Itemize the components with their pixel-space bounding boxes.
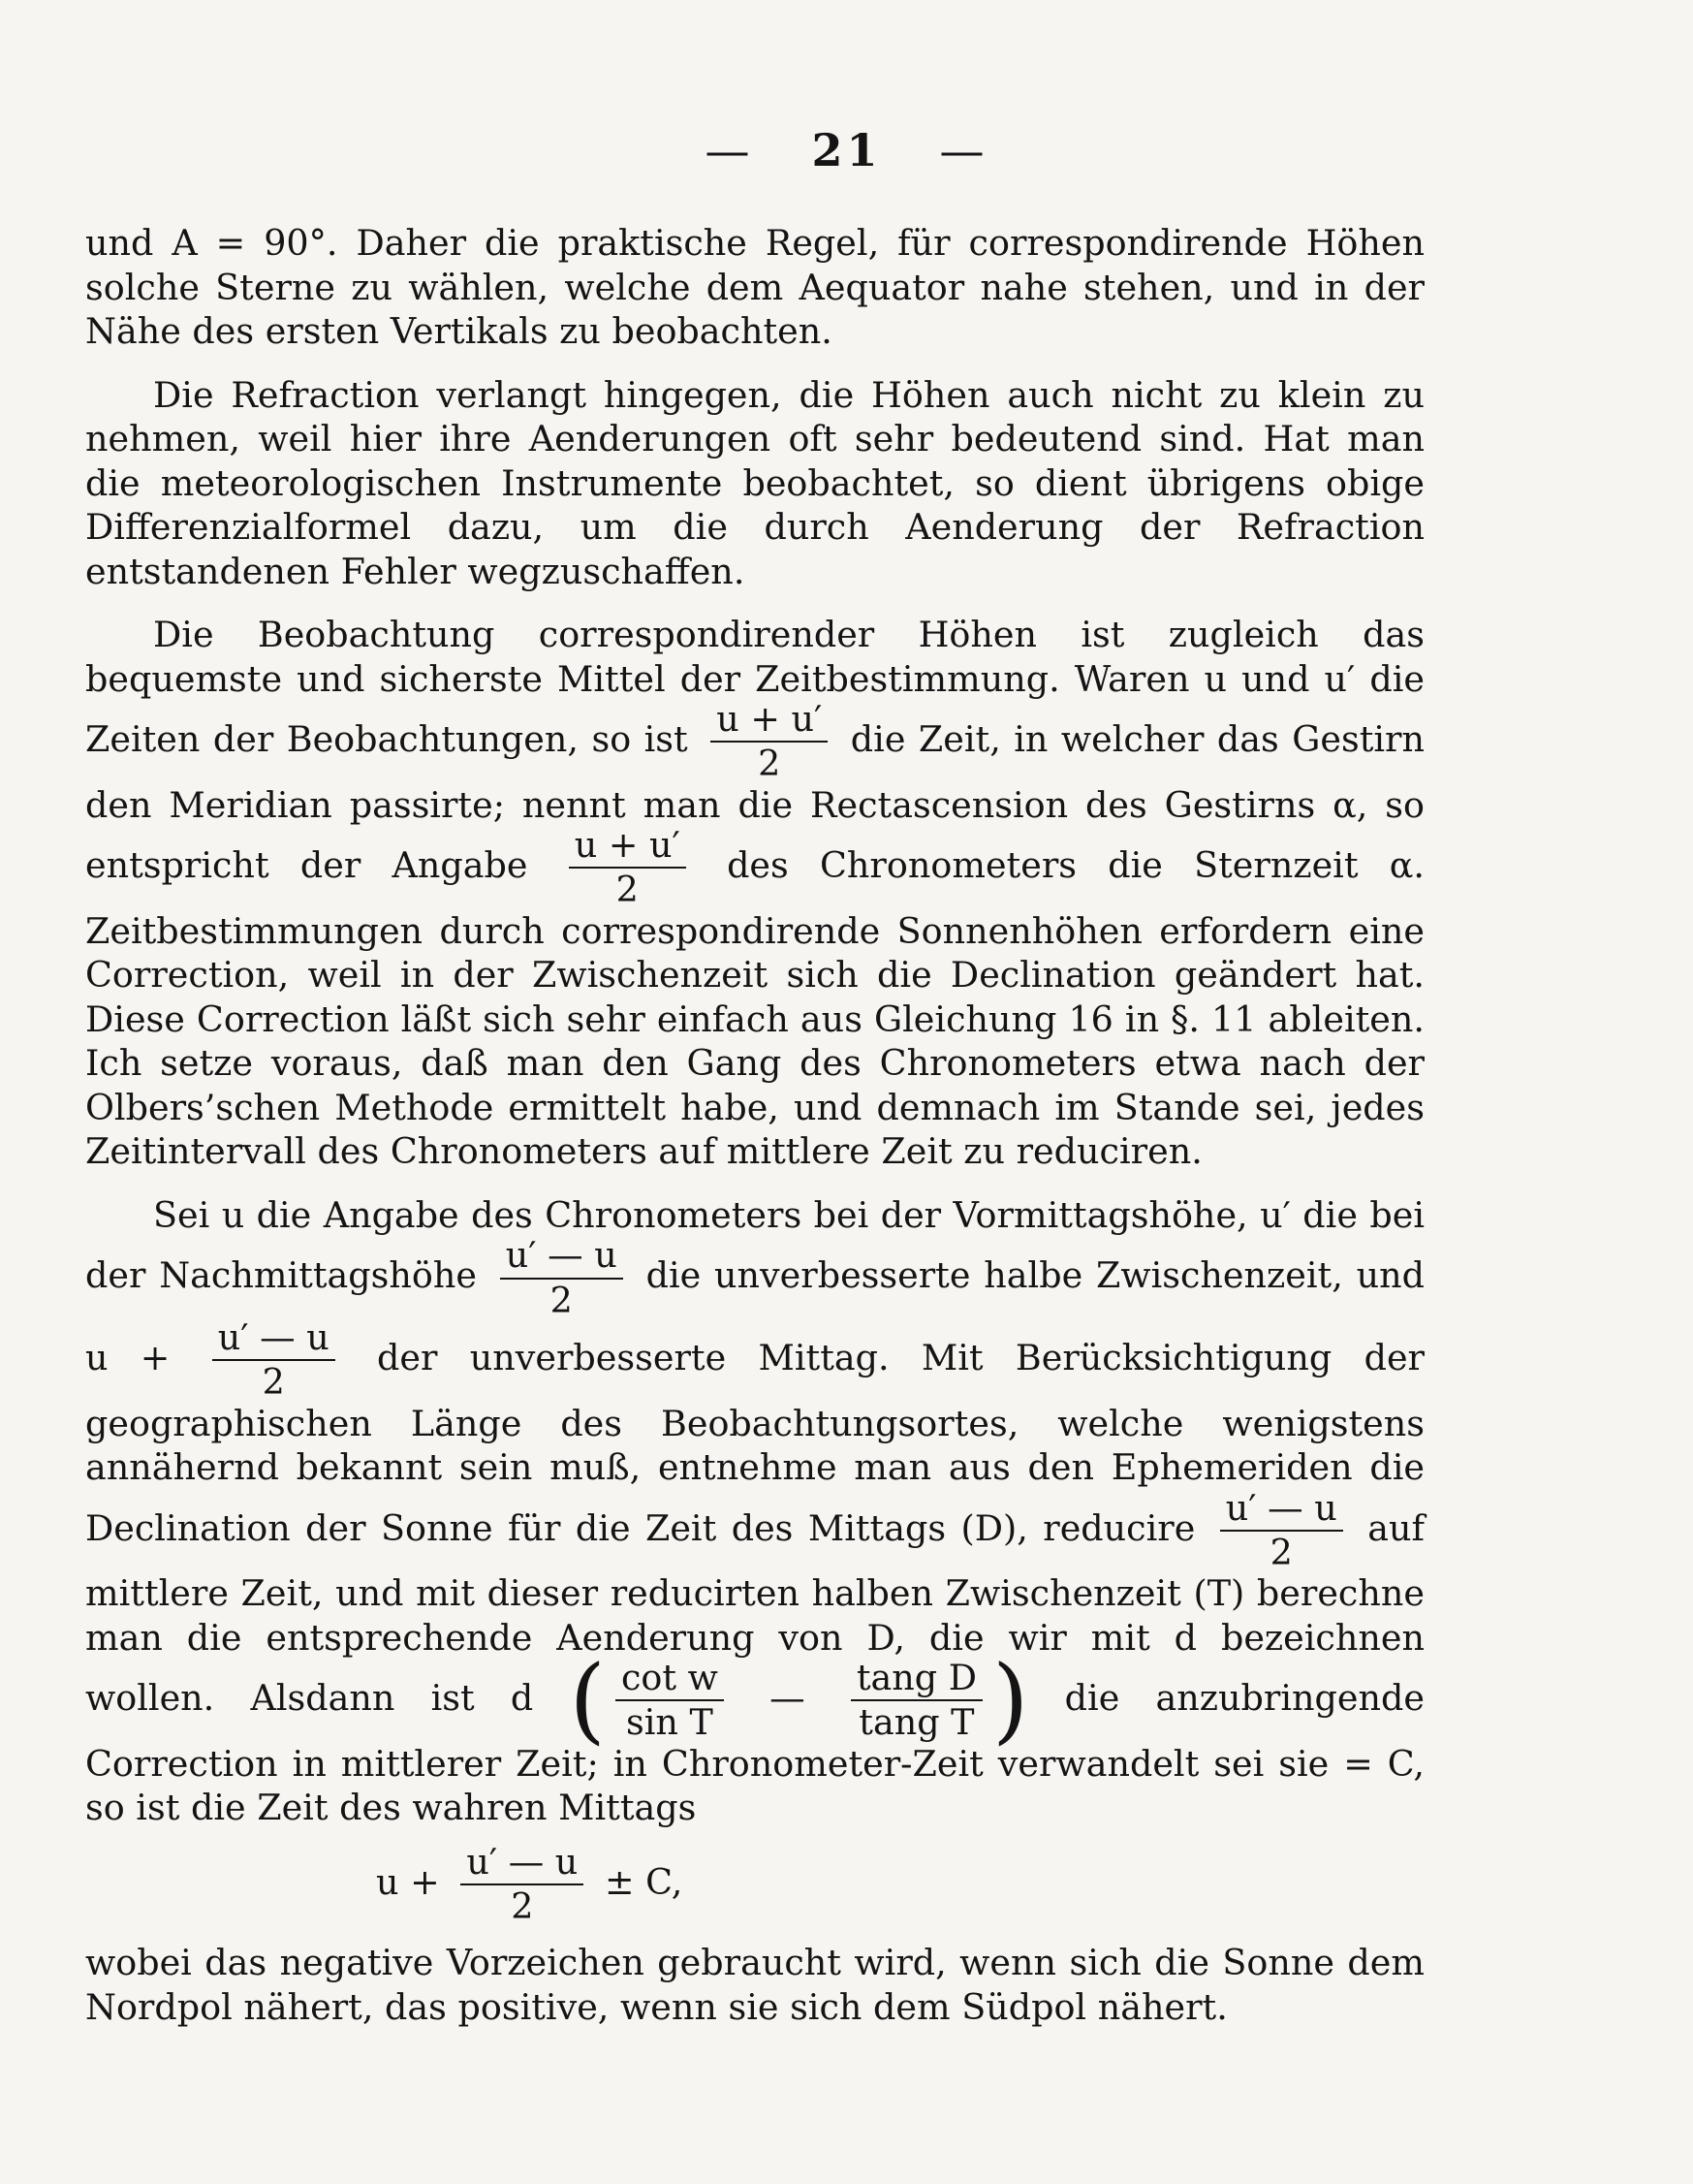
page-header <box>0 124 1693 176</box>
header-dash-left: — <box>705 124 754 176</box>
paragraph-2-text: Die Refraction verlangt hingegen, die Höhen auch nicht zu klein zu nehmen, weil hier ihre Aenderungen oft sehr bedeutend sind. Hat man die meteorologischen Instrumente beobachtet, so dient übrigens obige Differenzialformel dazu, um die durch Aenderung der Refraction entstandenen Fehler wegzuschaffen. <box>85 373 1425 592</box>
paragraph-4-text-c: der unverbesserte Mittag. Mit Berücksichtigung der geographischen Länge des Beobachtungsortes, welche wenigstens annähernd bekannt sein muß, entnehme man aus den Ephemeriden die Declination der Sonne für die Zeit des Mittags (D), reducire <box>85 1336 1425 1549</box>
fraction-chronometer-reading <box>569 824 686 911</box>
fraction-numerator: u′ — u <box>460 1844 583 1885</box>
fraction-numerator: u + u′ <box>569 827 686 869</box>
fraction-denominator: sin T <box>625 1701 713 1744</box>
open-parenthesis: ( <box>569 1645 606 1755</box>
paragraph-4-text-b: die unverbesserte halbe Zwischenzeit, und u + <box>85 1254 1425 1378</box>
paragraph-3-text-a: Die Beobachtung correspondirender Höhen ist zugleich das bequemste und sicherste Mittel der Zeitbestimmung. Waren u und u′ die Zeiten der Beobachtungen, so ist <box>85 614 1425 760</box>
paragraph-4-text-e: die anzubringende Correction in mittlerer Zeit; in Chronometer-Zeit verwandelt sei sie = C, so ist die Zeit des wahren Mittags <box>85 1676 1425 1829</box>
fraction-denominator: 2 <box>262 1361 285 1404</box>
paragraph-4-text-a: Sei u die Angabe des Chronometers bei der Vormittagshöhe, u′ die bei der Nachmittagshöhe <box>85 1193 1425 1297</box>
fraction-denominator: 2 <box>615 869 639 911</box>
fraction-numerator: u′ — u <box>500 1237 623 1279</box>
paragraph-1-text: und A = 90°. Daher die praktische Regel, für correspondirende Höhen solche Sterne zu wählen, welche dem Aequator nahe stehen, und in der Nähe des ersten Vertikals zu beobachten. <box>85 222 1425 352</box>
fraction-denominator: 2 <box>758 743 781 785</box>
fraction-tang-tang <box>851 1657 983 1744</box>
minus-sign: — <box>769 1676 805 1719</box>
header-dash-right: — <box>939 124 988 176</box>
fraction-numerator: u′ — u <box>1220 1490 1343 1532</box>
fraction-denominator: 2 <box>549 1279 573 1321</box>
fraction-half-interval <box>500 1234 623 1321</box>
fraction-denominator: 2 <box>511 1885 534 1928</box>
fraction-equation <box>460 1840 583 1928</box>
paragraph-4 <box>85 1193 1425 2030</box>
paragraph-4-text-f: wobei das negative Vorzeichen gebraucht wird, wenn sich die Sonne dem Nordpol nähert, das positive, wenn sie sich dem Südpol nähert. <box>85 1942 1425 2028</box>
paragraph-3 <box>85 613 1425 1174</box>
page-number: 21 <box>811 124 882 176</box>
paragraph-2 <box>85 373 1425 594</box>
equation-prefix: u + <box>376 1860 440 1903</box>
display-equation <box>85 1840 1425 1928</box>
fraction-denominator: 2 <box>1270 1531 1293 1573</box>
paragraph-3-text-b: die Zeit, in welcher das Gestirn den Meridian passirte; nennt man die Rectascension des Gestirns α, so entspricht der Angabe <box>85 717 1426 886</box>
fraction-numerator: u + u′ <box>710 701 828 743</box>
body-text <box>85 221 1425 2029</box>
close-parenthesis: ) <box>992 1645 1029 1755</box>
paragraph-1 <box>85 221 1425 354</box>
fraction-denominator: tang T <box>859 1701 975 1744</box>
fraction-mean-time <box>710 698 828 785</box>
paragraph-4-text-d: auf mittlere Zeit, und mit dieser reducirten halben Zwischenzeit (T) berechne man die entsprechende Aenderung von D, die wir mit d bezeichnen wollen. Alsdann ist d <box>85 1506 1426 1719</box>
fraction-noon <box>212 1315 335 1404</box>
fraction-cot-sin <box>615 1657 724 1744</box>
equation-suffix: ± C, <box>604 1860 683 1903</box>
fraction-reduce <box>1220 1486 1343 1573</box>
fraction-numerator: tang D <box>851 1660 983 1701</box>
fraction-numerator: cot w <box>615 1660 724 1701</box>
fraction-numerator: u′ — u <box>212 1319 335 1361</box>
paragraph-3-text-c: des Chronometers die Sternzeit α. Zeitbestimmungen durch correspondirende Sonnenhöhen erfordern eine Correction, weil in der Zwischenzeit sich die Declination geändert hat. Diese Correction läßt sich sehr einfach aus Gleichung 16 in §. 11 ableiten. Ich setze voraus, daß man den Gang des Chronometers etwa nach der Olbers’schen Methode ermittelt habe, und demnach im Stande sei, jedes Zeitintervall des Chronometers auf mittlere Zeit zu reduciren. <box>85 843 1426 1173</box>
